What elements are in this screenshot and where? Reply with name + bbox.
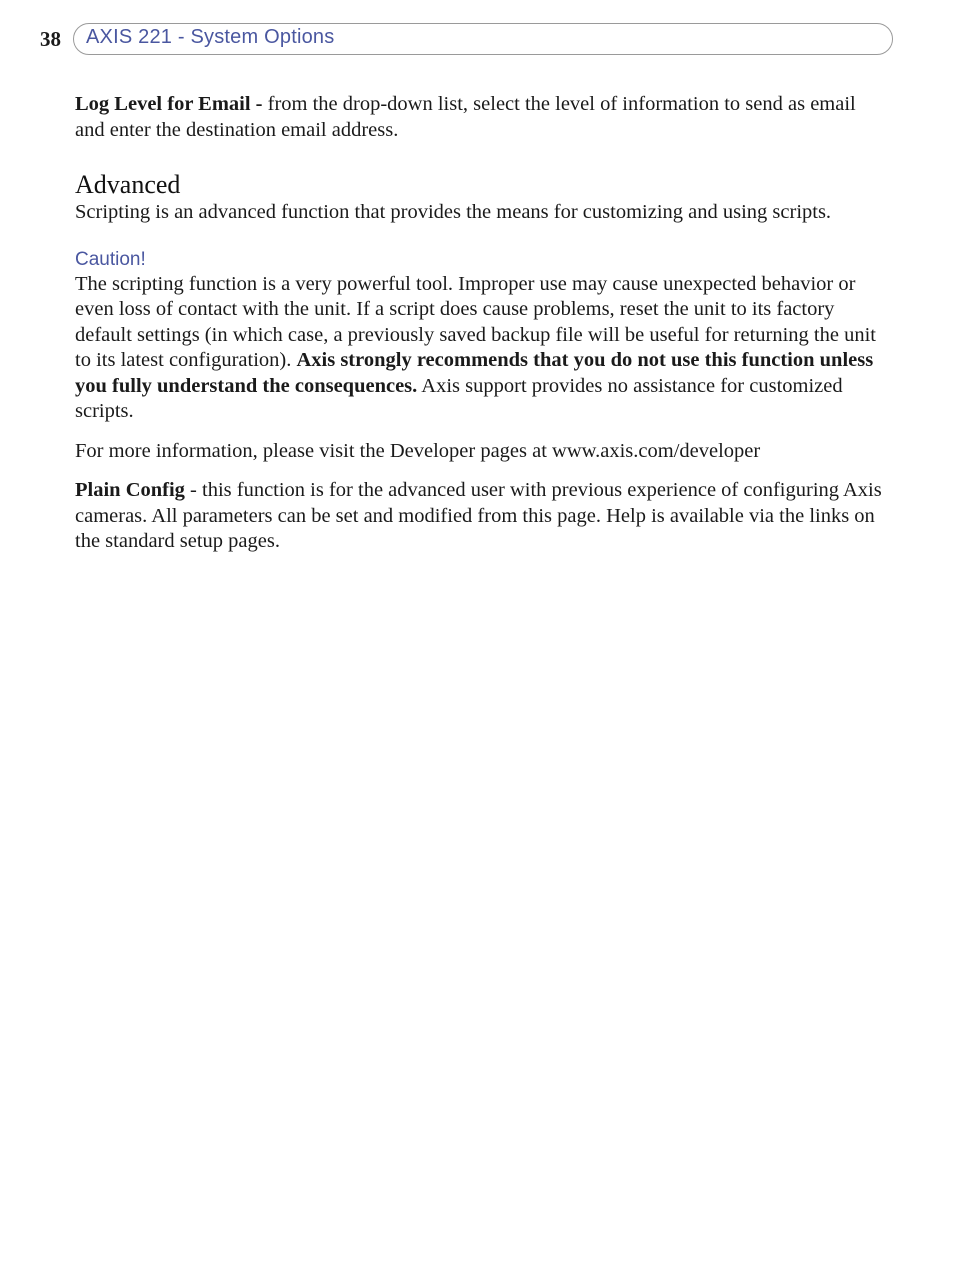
page-content <box>75 92 887 555</box>
log-level-text: from the drop-down list, select the level of information to send as email and enter the destination email address. <box>75 93 856 141</box>
caution-label: Caution! <box>75 248 146 270</box>
page-number: 38 <box>40 27 61 51</box>
caution-warning: Axis strongly recommends that you do not use this function unless you fully understand the consequences. <box>75 349 874 397</box>
header-title: AXIS 221 - System Options <box>86 26 335 48</box>
plain-config-term: Plain Config <box>75 479 185 501</box>
running-header <box>73 23 893 55</box>
advanced-intro: Scripting is an advanced function that provides the means for customizing and using scripts. <box>75 201 832 223</box>
log-level-paragraph <box>75 92 887 143</box>
log-level-term: Log Level for Email - <box>75 93 263 115</box>
plain-config-text: - this function is for the advanced user with previous experience of configuring Axis cameras. All parameters can be set and modified from this page. Help is available via the links on the standard setup pages. <box>75 479 882 552</box>
caution-text-before: The scripting function is a very powerful tool. Improper use may cause unexpected behavior or even loss of contact with the unit. If a script does cause problems, reset the unit to its factory default settings (in which case, a previously saved backup file will be useful for returning the unit to its latest configuration). <box>75 272 876 371</box>
plain-config-paragraph <box>75 478 887 555</box>
advanced-heading: Advanced <box>75 170 181 199</box>
caution-paragraph <box>75 272 887 425</box>
caution-text-after: Axis support provides no assistance for customized scripts. <box>75 374 843 422</box>
more-info-paragraph: For more information, please visit the Developer pages at www.axis.com/developer <box>75 439 761 462</box>
